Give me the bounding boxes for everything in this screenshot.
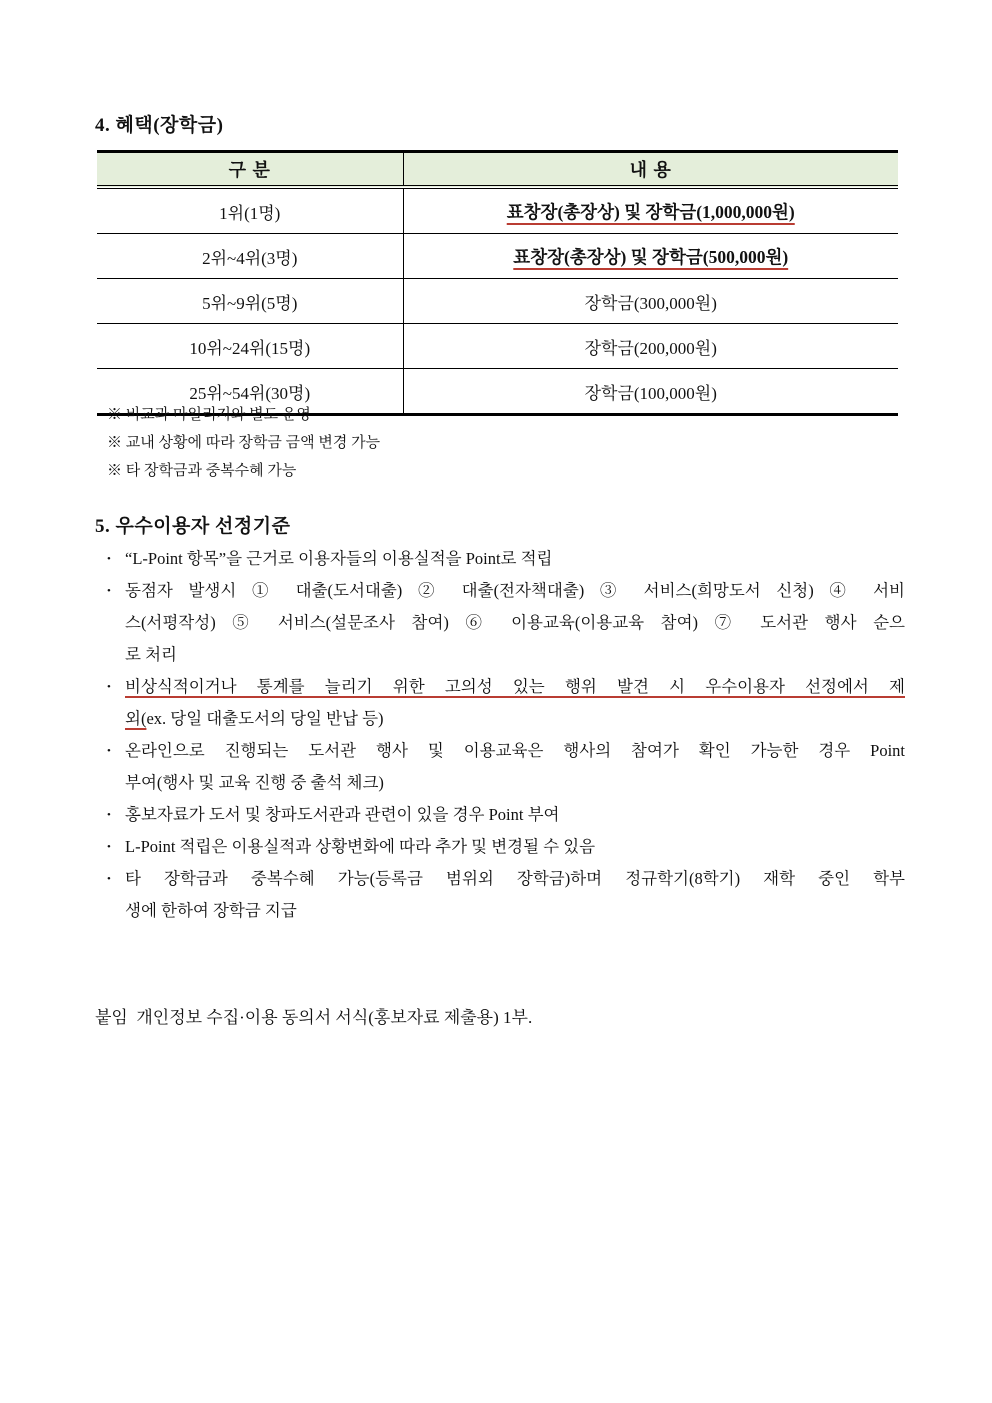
rank-cell: 2위~4위(3명) [97,234,403,279]
bullet-icon: • [107,873,111,885]
bullet-line: • 비상식적이거나 통계를 늘리기 위한 고의성 있는 행위 발견 시 우수이용자 선정에서 제 [125,671,905,703]
bullet-line: • 타 장학금과 중복수혜 가능(등록금 범위외 장학금)하며 정규학기(8학기) 재학 중인 학부 [125,863,905,895]
note-line: ※ 비교과 마일리지와 별도 운영 [107,407,311,423]
benefit-cell: 표창장(총장상) 및 장학금(500,000원) [403,234,898,279]
bullet-line: • 홍보자료가 도서 및 창파도서관과 관련이 있을 경우 Point 부여 [125,799,905,831]
table-row [97,279,898,324]
column-header-content: 내 용 [403,152,898,188]
bullet-line: • 동점자 발생시 ① 대출(도서대출) ② 대출(전자책대출) ③ 서비스(희망도서 신청) ④ 서비 [125,575,905,607]
table-header-row [97,152,898,188]
benefit-cell: 표창장(총장상) 및 장학금(1,000,000원) [403,187,898,234]
table-row [97,324,898,369]
column-header-rank: 구 분 [97,152,403,188]
bullet-icon: • [107,585,111,597]
rank-cell: 1위(1명) [97,187,403,234]
bullet-line: 스(서평작성) ⑤ 서비스(설문조사 참여) ⑥ 이용교육(이용교육 참여) ⑦ 도서관 행사 순으 [125,613,905,632]
rank-cell: 25위~54위(30명) [97,369,403,415]
attachment-note: 붙임 개인정보 수집·이용 동의서 서식(홍보자료 제출용) 1부. [95,1008,533,1027]
bullet-line: 부여(행사 및 교육 진행 중 출석 체크) [125,773,384,792]
bullet-line: • “L-Point 항목”을 근거로 이용자들의 이용실적을 Point로 적립 [125,543,905,575]
bullet-line: 외(ex. 당일 대출도서의 당일 반납 등) [125,709,384,728]
bullet-icon: • [107,745,111,757]
bullet-icon: • [107,841,111,853]
benefit-table-body [97,187,898,415]
bullet-icon: • [107,681,111,693]
table-notes [107,401,380,485]
benefit-cell: 장학금(200,000원) [403,324,898,369]
bullet-line: • 온라인으로 진행되는 도서관 행사 및 이용교육은 행사의 참여가 확인 가능한 경우 Point [125,735,905,767]
bullet-line: • L-Point 적립은 이용실적과 상황변화에 따라 추가 및 변경될 수 있음 [125,831,905,863]
section5-title: 5. 우수이용자 선정기준 [95,516,291,537]
note-line: ※ 교내 상황에 따라 장학금 금액 변경 가능 [107,435,381,451]
bullet-icon: • [107,809,111,821]
bullet-line: 로 처리 [125,645,177,664]
table-row [97,234,898,279]
benefit-table [97,150,898,416]
table-row [97,187,898,234]
benefit-cell: 장학금(100,000원) [584,383,717,403]
section4-title: 4. 혜택(장학금) [95,115,224,136]
bullet-line: 생에 한하여 장학금 지급 [125,901,297,920]
bullet-icon: • [107,553,111,565]
rank-cell: 5위~9위(5명) [97,279,403,324]
note-line: ※ 타 장학금과 중복수혜 가능 [107,463,297,479]
benefit-cell: 장학금(300,000원) [403,279,898,324]
rank-cell: 10위~24위(15명) [97,324,403,369]
criteria-list [107,543,905,927]
